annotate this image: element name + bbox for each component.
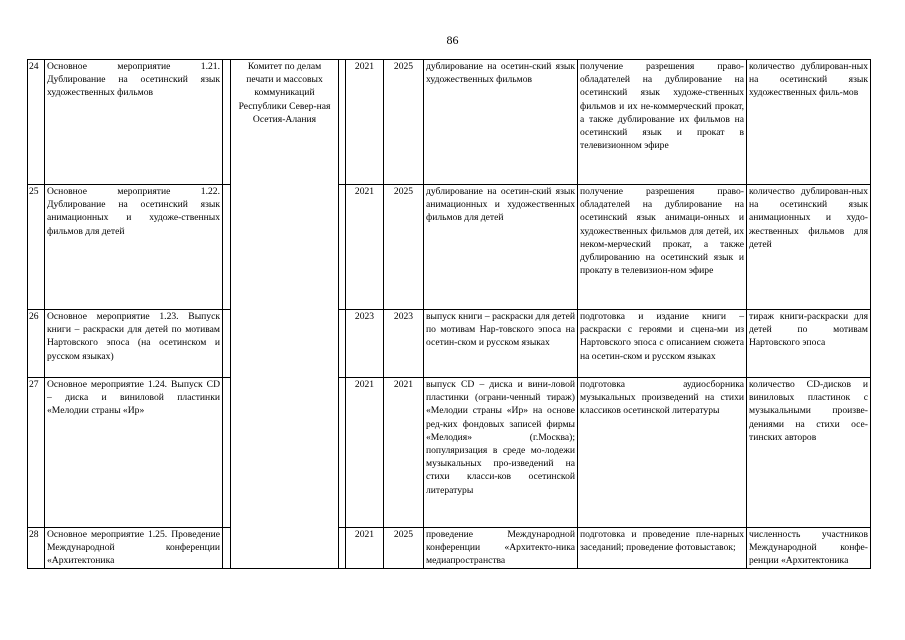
spacer-cell <box>339 185 346 310</box>
table-row <box>28 528 871 569</box>
row-number: 26 <box>28 310 45 378</box>
spacer-cell <box>223 310 231 378</box>
start-year: 2021 <box>346 60 384 185</box>
event-cell: Основное мероприятие 1.23. Выпуск книги – раскраски для детей по мотивам Нартовского эпоса (на осетинском и русском языках) <box>45 310 223 378</box>
spacer-cell <box>223 378 231 528</box>
actions-cell: подготовка и издание книги – раскраски с героями и сцена-ми из Нартовского эпоса с описанием сюжета на осетин-ском и русском языках <box>578 310 747 378</box>
spacer-cell <box>339 378 346 528</box>
actions-cell: подготовка аудиосборника музыкальных произведений на стихи классиков осетинской литературы <box>578 378 747 528</box>
spacer-cell <box>223 185 231 310</box>
row-number: 24 <box>28 60 45 185</box>
actions-cell: подготовка и проведение пле-нарных заседаний; проведение фотовыставок; <box>578 528 747 569</box>
start-year: 2021 <box>346 185 384 310</box>
row-number: 25 <box>28 185 45 310</box>
page-number: 86 <box>446 33 459 47</box>
indicator-cell: количество CD-дисков и виниловых пластинок с музыкальными произве-дениями на стихи осе-тинских авторов <box>747 378 871 528</box>
committee-continuation <box>231 378 339 528</box>
event-cell: Основное мероприятие 1.21. Дублирование на осетинский язык художественных фильмов <box>45 60 223 185</box>
program-table <box>27 59 871 569</box>
event-cell: Основное мероприятие 1.25. Проведение Международной конференции «Архитектоника <box>45 528 223 569</box>
committee-cell: Комитет по делам печати и массовых коммуникаций Республики Север-ная Осетия-Алания <box>231 60 339 185</box>
spacer-cell <box>223 528 231 569</box>
event-cell: Основное мероприятие 1.24. Выпуск CD – диска и виниловой пластинки «Мелодии страны «Ир» <box>45 378 223 528</box>
end-year: 2025 <box>384 185 424 310</box>
indicator-cell: тираж книги-раскраски для детей по мотивам Нартовского эпоса <box>747 310 871 378</box>
start-year: 2021 <box>346 528 384 569</box>
result-cell: выпуск книги – раскраски для детей по мотивам Нар-товского эпоса на осетин-ском и русском языках <box>424 310 578 378</box>
indicator-cell: количество дублирован-ных на осетинский язык анимационных и худо-жественных фильмов для детей <box>747 185 871 310</box>
end-year: 2023 <box>384 310 424 378</box>
table-row <box>28 310 871 378</box>
committee-continuation <box>231 185 339 310</box>
committee-continuation <box>231 310 339 378</box>
spacer-cell <box>339 528 346 569</box>
row-number: 28 <box>28 528 45 569</box>
spacer-cell <box>339 310 346 378</box>
table-row <box>28 185 871 310</box>
indicator-cell: количество дублирован-ных на осетинский язык художественных филь-мов <box>747 60 871 185</box>
result-cell: выпуск CD – диска и вини-ловой пластинки (ограни-ченный тираж) «Мелодии страны «Ир» на основе ред-ких фондовых записей фирмы «Мелодия» (г.Москва); популяризация в среде мо-лодежи музыкальных про-изведений на стихи класси-ков осетинской литературы <box>424 378 578 528</box>
table-row <box>28 60 871 185</box>
start-year: 2021 <box>346 378 384 528</box>
committee-continuation <box>231 528 339 569</box>
result-cell: дублирование на осетин-ский язык анимационных и художественных фильмов для детей <box>424 185 578 310</box>
actions-cell: получение разрешения право-обладателей на дублирование на осетинский язык художе-ственных фильмов и их не-коммерческий прокат, а также дублирование их фильмов на осетинский язык и прокат в телевизионном эфире <box>578 60 747 185</box>
spacer-cell <box>339 60 346 185</box>
end-year: 2025 <box>384 60 424 185</box>
end-year: 2021 <box>384 378 424 528</box>
result-cell: дублирование на осетин-ский язык художественных фильмов <box>424 60 578 185</box>
start-year: 2023 <box>346 310 384 378</box>
table-row <box>28 378 871 528</box>
end-year: 2025 <box>384 528 424 569</box>
spacer-cell <box>223 60 231 185</box>
result-cell: проведение Международной конференции «Архитекто-ника медиапространства <box>424 528 578 569</box>
actions-cell: получение разрешения право-обладателей на дублирование на осетинский язык анимаци-онных и художественных фильмов для детей, их неком-мерческий прокат, а также дублированию на осетинский язык и прокату в телевизион-ном эфире <box>578 185 747 310</box>
row-number: 27 <box>28 378 45 528</box>
event-cell: Основное мероприятие 1.22. Дублирование на осетинский язык анимационных и художе-ственных фильмов для детей <box>45 185 223 310</box>
indicator-cell: численность участников Международной конфе-ренции «Архитектоника <box>747 528 871 569</box>
